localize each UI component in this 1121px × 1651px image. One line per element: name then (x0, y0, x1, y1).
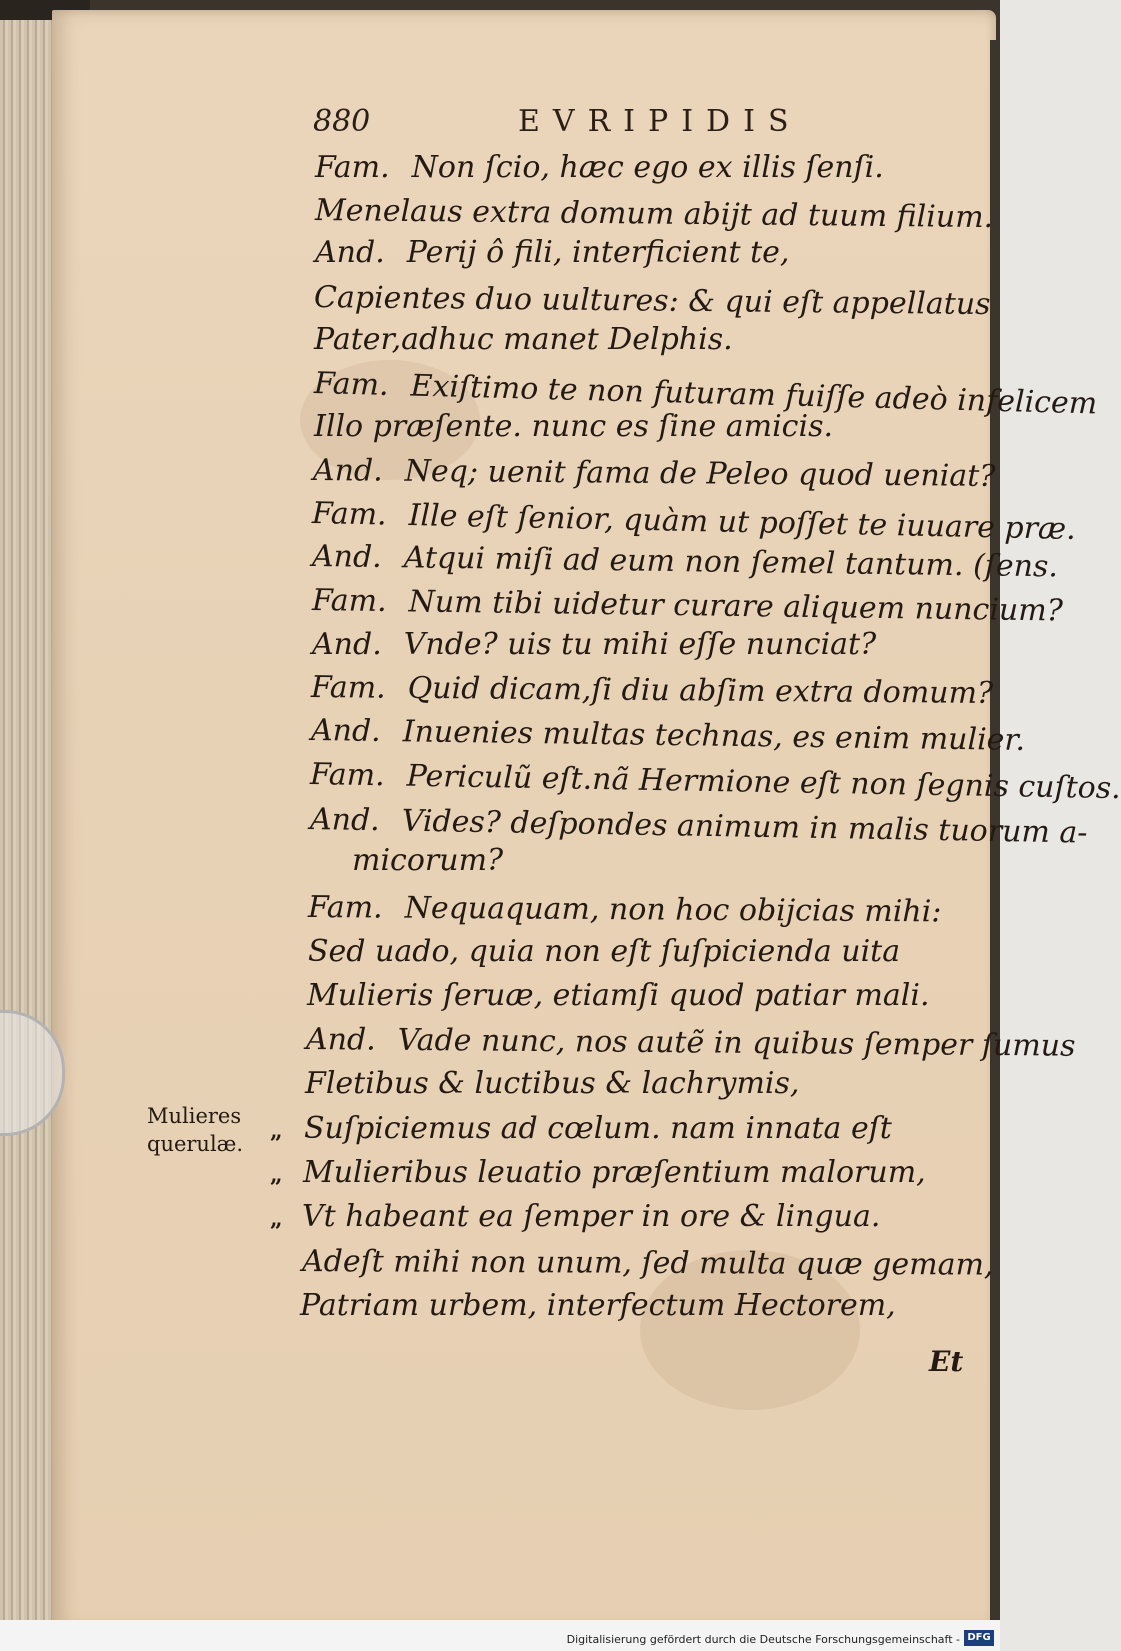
text-line: And. Atqui miſi ad eum non ſemel tantum. (ſens. (311, 539, 1059, 585)
dfg-logo: DFG (964, 1630, 994, 1646)
text-line: Illo præſente. nunc es ſine amicis. (314, 409, 833, 444)
text-line: Mulieris ſeruæ, etiamſi quod patiar mali. (307, 978, 930, 1013)
text-line: Capientes duo uultures: & qui eſt appellatus (313, 280, 991, 323)
page-number: 880 (313, 104, 371, 139)
text-line: Menelaus extra domum abijt ad tuum filium. (314, 193, 994, 236)
text-line: Adeſt mihi non unum, ſed multa quæ gemam, (301, 1244, 994, 1283)
text-line: Fam. Num tibi uidetur curare aliquem nuncium? (311, 583, 1064, 629)
text-line: And. Inuenies multas technas, es enim mulier. (310, 713, 1026, 758)
text-line: Fam. Periculũ eſt.nã Hermione eſt non ſegnis cuſtos. (309, 757, 1121, 807)
quotation-mark: „ (270, 1162, 283, 1188)
text-line: Suſpiciemus ad cœlum. nam innata eſt (304, 1111, 892, 1146)
quotation-mark: „ (270, 1206, 283, 1232)
text-line: Vt habeant ea ſemper in ore & lingua. (302, 1199, 881, 1234)
catchword: Et (929, 1345, 964, 1378)
text-line: micorum? (352, 843, 504, 878)
marginal-note (147, 1102, 243, 1158)
text-line: And. Vides? deſpondes animum in malis tuorum a- (309, 802, 1088, 851)
text-line: And. Vade nunc, nos autẽ in quibus ſemper ſumus (305, 1022, 1076, 1064)
text-line: Fam. Exiſtimo te non futuram fuiſſe adeò infelicem (313, 366, 1098, 422)
text-line: Fam. Quid dicam,ſi diu abſim extra domum? (310, 670, 994, 711)
text-line: Fletibus & luctibus & lachrymis, (305, 1066, 800, 1101)
text-line: And. Vnde? uis tu mihi eſſe nunciat? (312, 627, 877, 662)
text-line: Fam. Nequaquam, non hoc obijcias mihi: (307, 890, 942, 930)
text-line: And. Perij ô fili, interficient te, (315, 235, 790, 270)
marginal-note-line: querulæ. (147, 1132, 244, 1156)
text-line: Fam. Ille eſt ſenior, quàm ut poſſet te iuuare præ. (311, 496, 1077, 547)
text-line: Pater,adhuc manet Delphis. (314, 322, 733, 357)
text-line: Patriam urbem, interfectum Hectorem, (300, 1288, 896, 1323)
quotation-mark: „ (270, 1118, 283, 1144)
running-head: EVRIPIDIS (518, 104, 802, 139)
text-line: Fam. Non ſcio, hæc ego ex illis ſenſi. (315, 150, 884, 185)
text-line: Sed uado, quia non eſt ſuſpicienda uita (308, 934, 901, 969)
marginal-note-line: Mulieres (147, 1104, 242, 1128)
text-line: And. Neq; uenit fama de Peleo quod ueniat? (312, 453, 996, 494)
digitization-credit: Digitalisierung gefördert durch die Deutsche Forschungsgemeinschaft - (566, 1633, 960, 1646)
text-line: Mulieribus leuatio præſentium malorum, (303, 1155, 926, 1190)
